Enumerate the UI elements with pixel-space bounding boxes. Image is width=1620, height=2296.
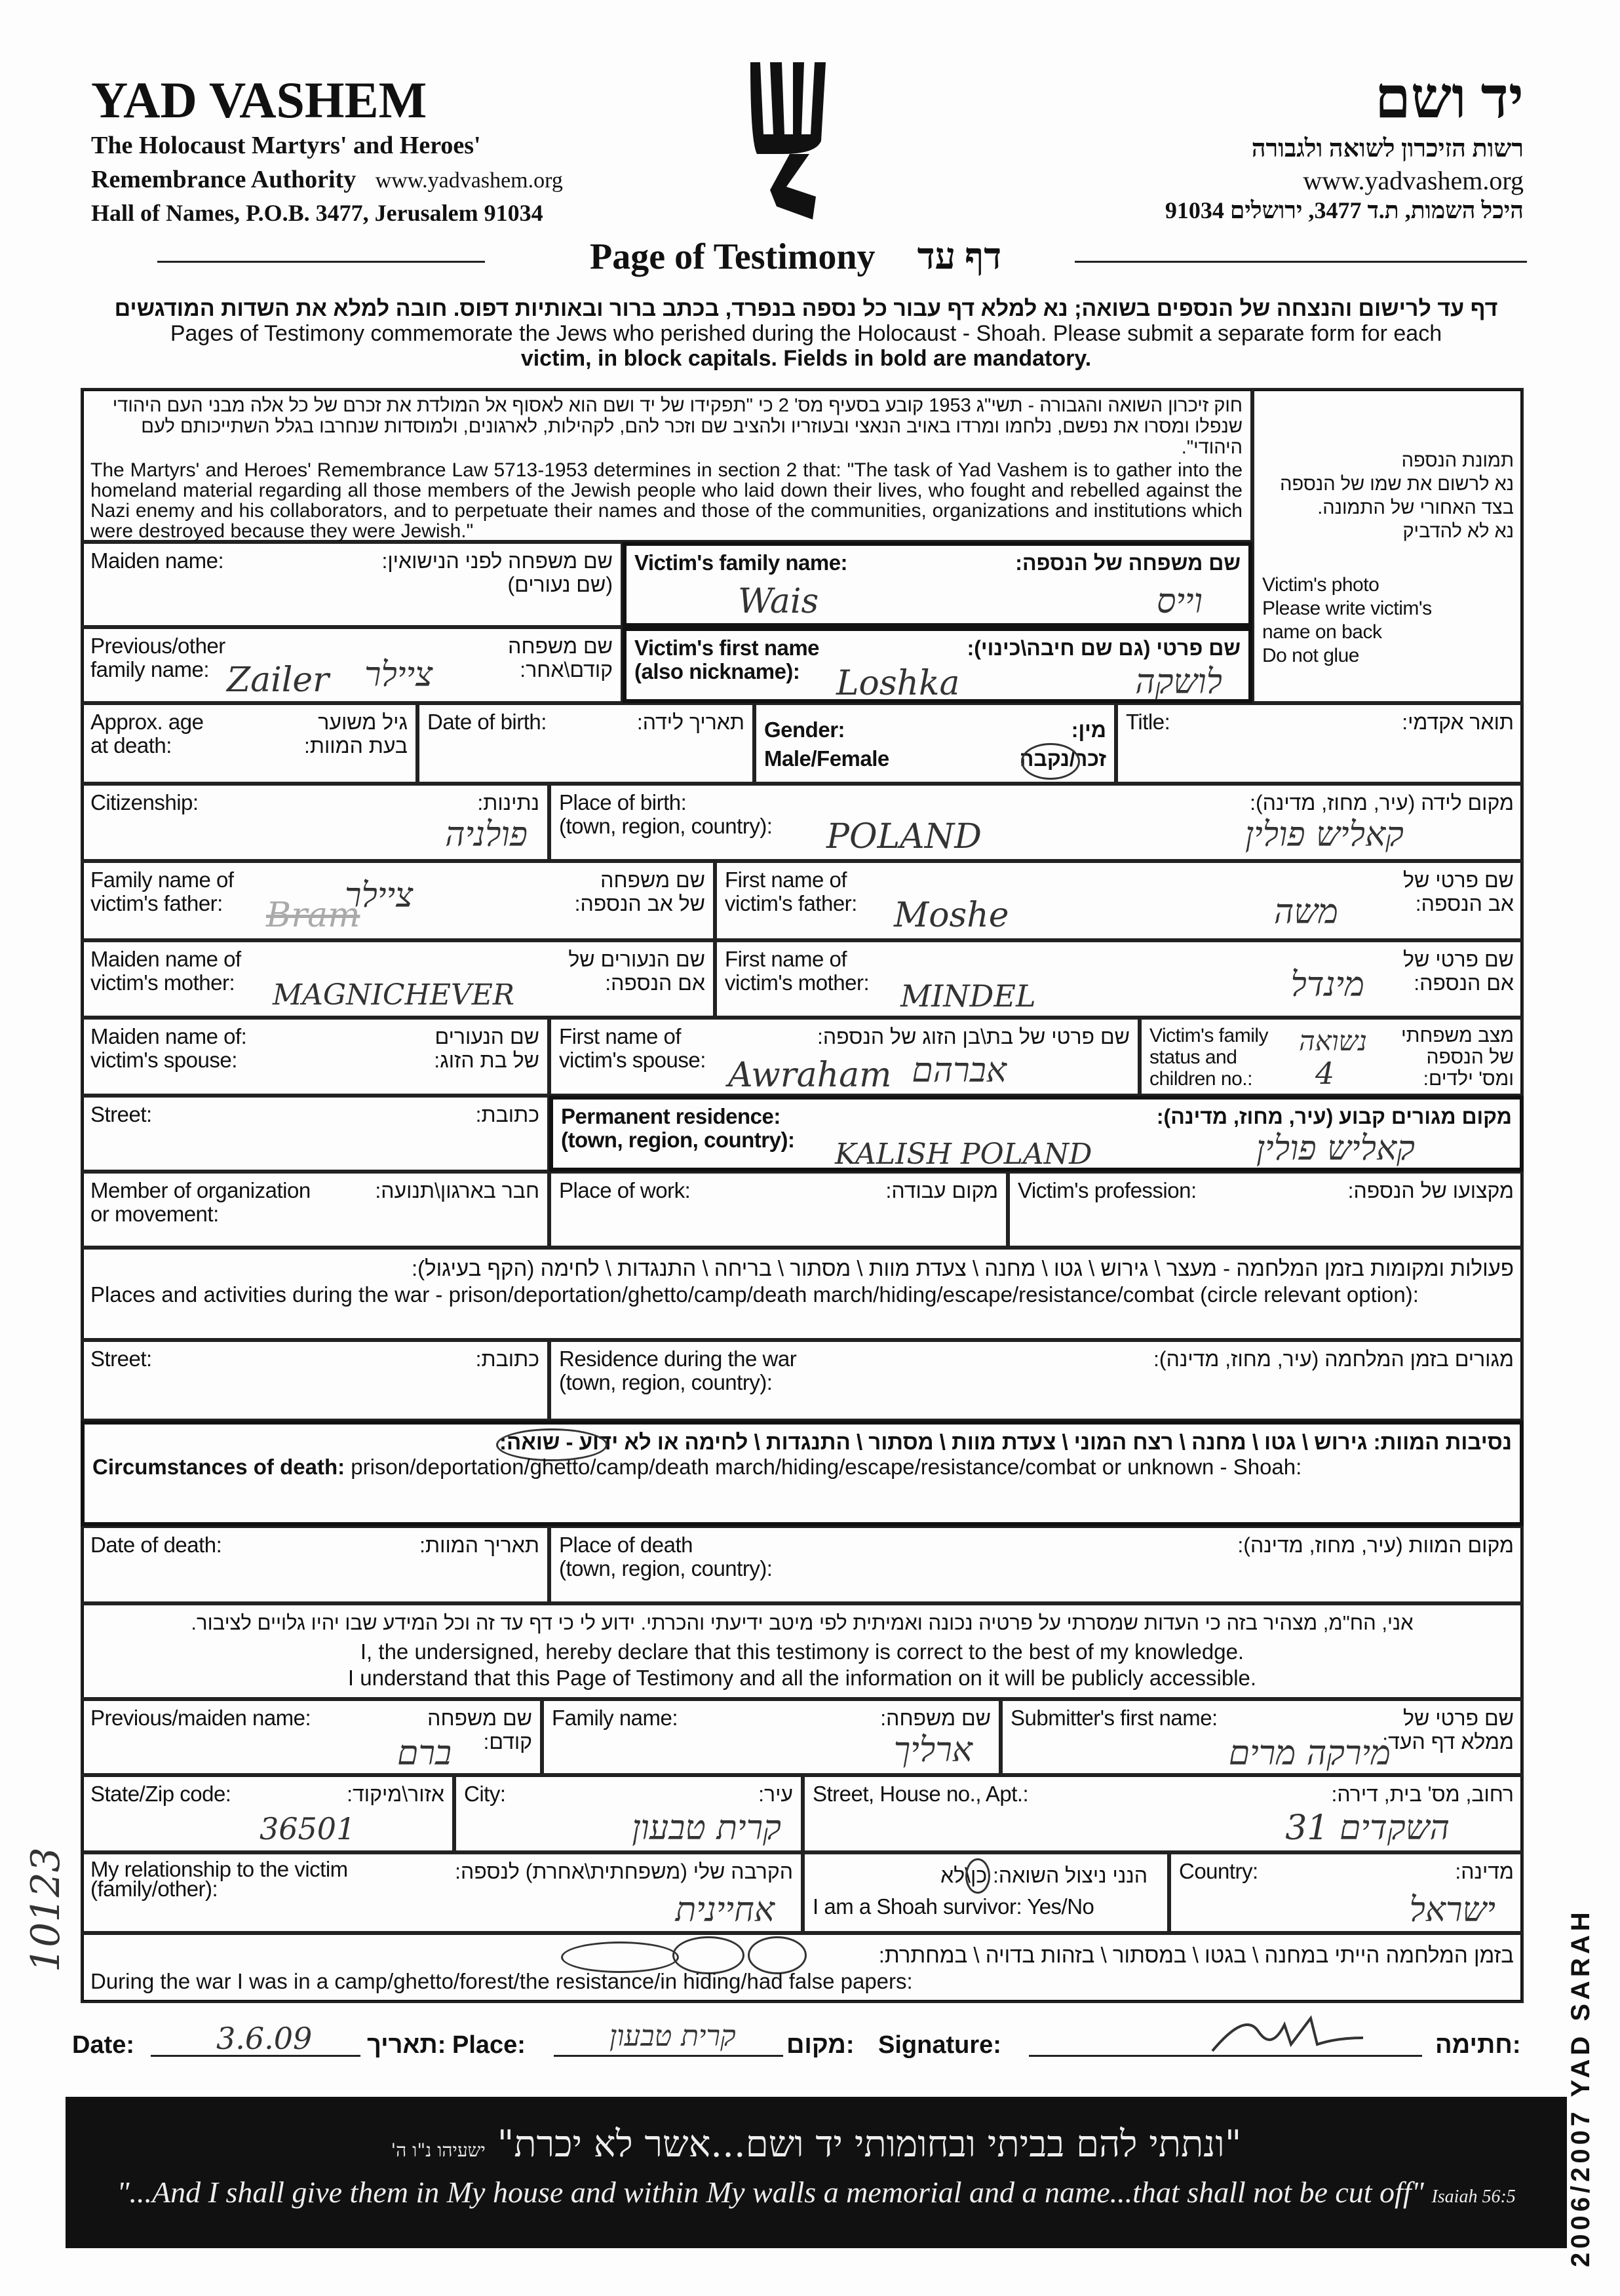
- spouse-maiden-name-label: Maiden name of: victim's spouse:: [90, 1024, 247, 1072]
- submitter-first-name-label-he: שם פרטי של ממלא דף העד:: [1382, 1706, 1514, 1753]
- false-papers-circle: [561, 1942, 679, 1973]
- handwritten-id-number: 10123: [23, 1847, 69, 1972]
- submitter-family-name-field[interactable]: [542, 1699, 1001, 1775]
- submitter-first-name-label: Submitter's first name:: [1011, 1706, 1218, 1730]
- country-label-he: מדינה:: [1455, 1860, 1514, 1883]
- page-title: [590, 236, 1001, 278]
- father-family-name-label-he: שם משפחה של אב הנספה:: [574, 868, 705, 915]
- father-family-name-crossed: Bram: [266, 896, 360, 935]
- law-en: The Martyrs' and Heroes' Remembrance Law 5713-1953 determines in section 2 that: "The task of Yad Vashem is to gather into the homeland material regarding all those members of the Jewish people who laid down their lives, who fought and rebelled against the Nazi enemy and his collaborators, and to perpetuate their names and those of the communities, organizations and institutions which were destroyed because they were Jewish.": [90, 459, 1243, 542]
- circumstances-options: prison/deportation/ghetto/camp/death march/hiding/escape/resistance/combat or unknown - Shoah:: [345, 1455, 1302, 1479]
- relationship-label-he: הקרבה שלי (משפחתית\אחרת) לנספה:: [455, 1860, 793, 1883]
- wartime-street-label-he: כתובת:: [475, 1347, 539, 1371]
- circumstances-of-death-field[interactable]: [81, 1421, 1524, 1526]
- org-url-he[interactable]: www.yadvashem.org: [1303, 166, 1524, 195]
- permanent-residence-label: Permanent residence: (town, region, country):: [561, 1104, 795, 1152]
- mother-maiden-name-label-he: שם הנעורים של אם הנספה:: [568, 947, 705, 995]
- place-of-birth-value: POLAND: [826, 817, 982, 856]
- gender-selected-circle: [1021, 743, 1080, 780]
- intro-en-1: Pages of Testimony commemorate the Jews who perished during the Holocaust - Shoah. Please submit a separate form for each: [170, 321, 1442, 346]
- circumstances-label-he: נסיבות המוות: גירוש \ גטו \ מחנה \ רצח המוני \ צעדת מוות \ מסתור \ התנגדות \ לחימה או לא ידוע - שואה:: [499, 1430, 1512, 1454]
- during-war-field[interactable]: [81, 1933, 1524, 2003]
- previous-family-name-value: Zailer: [227, 660, 330, 700]
- maiden-name-field[interactable]: [81, 542, 623, 627]
- victim-family-name-value-he: וייס: [1156, 582, 1203, 621]
- approx-age-label: Approx. age at death:: [90, 710, 204, 757]
- place-of-work-field[interactable]: [549, 1172, 1008, 1248]
- organization-field[interactable]: [81, 1172, 549, 1248]
- street-address-label: Street, House no., Apt.:: [813, 1782, 1029, 1806]
- zip-code-label: State/Zip code:: [90, 1782, 231, 1806]
- place-of-birth-field[interactable]: [549, 784, 1524, 861]
- wartime-residence-label: Residence during the war (town, region, country):: [559, 1347, 797, 1394]
- relationship-label: My relationship to the victim (family/other):: [90, 1857, 348, 1901]
- father-first-name-value-he: משה: [1273, 892, 1338, 932]
- title-label-he: תואר אקדמי:: [1402, 710, 1514, 734]
- place-label-he: מקום:: [786, 2031, 855, 2059]
- place-of-birth-label: Place of birth: (town, region, country):: [559, 790, 773, 838]
- father-first-name-value: Moshe: [894, 896, 1009, 935]
- mother-maiden-name-field[interactable]: [81, 940, 715, 1018]
- gender-label: Gender: Male/Female: [764, 718, 889, 771]
- father-first-name-label-he: שם פרטי של אב הנספה:: [1403, 868, 1514, 915]
- circumstances-label: [92, 1455, 1512, 1479]
- intro-en-2: victim, in block capitals. Fields in bold are mandatory.: [520, 346, 1092, 371]
- mother-first-name-value-he: מינדל: [1290, 965, 1364, 1004]
- survivor-label-he: הנני ניצול השואה: כן\לא: [940, 1864, 1148, 1887]
- zip-code-field[interactable]: [81, 1775, 454, 1852]
- mother-first-name-label-he: שם פרטי של אם הנספה:: [1403, 947, 1514, 995]
- side-label-yad-sarah: 2006/2007 YAD SARAH: [1566, 1908, 1595, 2267]
- yad-vashem-logo: [744, 56, 842, 226]
- organization-label-he: חבר בארגון\תנועה:: [375, 1179, 539, 1202]
- victim-first-name-value: Loshka: [836, 664, 960, 703]
- date-label: Date:: [72, 2031, 135, 2059]
- place-of-birth-label-he: מקום לידה (עיר, מחוז, מדינה):: [1250, 791, 1514, 814]
- family-status-label-he: מצב משפחתי של הנספה ומס' ילדים:: [1400, 1025, 1514, 1090]
- submitter-first-name-field[interactable]: [1001, 1699, 1524, 1775]
- place-of-work-label-he: מקום עבודה:: [885, 1179, 998, 1202]
- citizenship-label: Citizenship:: [90, 790, 199, 814]
- title-rule-right: [1075, 261, 1527, 263]
- victim-first-name-label: Victim's first name (also nickname):: [634, 636, 820, 683]
- org-address-he: היכל השמות, ת.ד 3477, ירושלים 91034: [1165, 197, 1524, 223]
- gender-label-he: מין: זכר/נקבה: [1019, 718, 1106, 771]
- zip-code-value: 36501: [260, 1811, 356, 1846]
- victim-first-name-value-he: לושקה: [1135, 662, 1222, 702]
- quote-en-ref: Isaiah 56:5: [1431, 2187, 1516, 2207]
- place-of-death-label-he: מקום המוות (עיר, מחוז, מדינה):: [1237, 1533, 1514, 1557]
- mother-first-name-label: First name of victim's mother:: [725, 947, 870, 995]
- profession-label: Victim's profession:: [1018, 1178, 1197, 1202]
- survivor-yes-circle: [965, 1858, 990, 1894]
- org-name-he: יד ושם: [1374, 67, 1524, 130]
- signature-label-he: חתימה:: [1435, 2031, 1521, 2059]
- survivor-field[interactable]: [803, 1852, 1169, 1933]
- profession-label-he: מקצועו של הנספה:: [1347, 1179, 1514, 1202]
- previous-family-name-label: Previous/other family name:: [90, 634, 225, 681]
- father-family-name-value-he: ציילר: [345, 876, 414, 915]
- submitter-previous-name-value: ברם: [397, 1734, 452, 1773]
- place-of-death-label: Place of death (town, region, country):: [559, 1533, 773, 1580]
- city-label-he: עיר:: [758, 1782, 793, 1806]
- page-title-he: דף עד: [917, 237, 1002, 277]
- previous-family-name-value-he: ציילר: [364, 655, 433, 695]
- declaration-en-1: I, the undersigned, hereby declare that this testimony is correct to the best of my knowledge.: [360, 1639, 1244, 1664]
- family-status-field[interactable]: [1140, 1018, 1524, 1096]
- father-first-name-field[interactable]: [715, 861, 1524, 940]
- date-of-death-label-he: תאריך המוות:: [419, 1533, 539, 1557]
- title-label: Title:: [1126, 710, 1170, 734]
- spouse-maiden-name-label-he: שם הנעורים של בת הזוג:: [434, 1025, 539, 1072]
- family-status-label: Victim's family status and children no.:: [1149, 1025, 1269, 1090]
- quote-he-ref: ישעיהו נ"ו ה': [391, 2139, 486, 2161]
- place-of-death-field[interactable]: [549, 1526, 1524, 1603]
- photo-box[interactable]: [1252, 388, 1524, 703]
- city-value: קרית טבעון: [632, 1808, 781, 1848]
- org-name-en: YAD VASHEM: [91, 71, 427, 128]
- citizenship-field[interactable]: [81, 784, 549, 861]
- mother-maiden-name-label: Maiden name of victim's mother:: [90, 947, 241, 995]
- date-value: 3.6.09: [216, 2021, 313, 2056]
- father-family-name-label: Family name of victim's father:: [90, 868, 234, 915]
- submitter-family-name-label: Family name:: [552, 1706, 678, 1730]
- organization-label: Member of organization or movement:: [90, 1178, 311, 1226]
- quote-en: "...And I shall give them in My house and within My walls a memorial and a name...that shall not be cut off": [117, 2175, 1424, 2209]
- citizenship-value: פולניה: [445, 815, 528, 854]
- mother-maiden-name-value: MAGNICHEVER: [273, 978, 515, 1012]
- victim-family-name-label: Victim's family name:: [634, 550, 848, 575]
- country-label: Country:: [1179, 1859, 1258, 1883]
- submitter-previous-name-label-he: שם משפחה קודם:: [427, 1706, 532, 1753]
- photo-instructions-en: Victim's photo Please write victim's name on back Do not glue: [1262, 574, 1432, 666]
- declaration-he: אני, הח"מ, מצהיר בזה כי העדות שמסרתי על פרטיה נכונה ואמיתית לפי מיטב ידיעתי והכרתי. ידוע לי כי דף עד זה וכל המידע שבו יהיו גלויים לציבור.: [191, 1611, 1414, 1634]
- date-of-death-field[interactable]: [81, 1526, 549, 1603]
- spouse-maiden-name-field[interactable]: [81, 1018, 549, 1096]
- country-value: ישראל: [1409, 1890, 1495, 1930]
- victim-first-name-field[interactable]: [623, 627, 1252, 703]
- permanent-residence-value: KALISH POLAND: [835, 1138, 1092, 1171]
- spouse-first-name-value: Awraham: [728, 1056, 892, 1095]
- submitter-previous-name-field[interactable]: [81, 1699, 542, 1775]
- submitter-family-name-label-he: שם משפחה:: [880, 1706, 991, 1730]
- previous-family-name-label-he: שם משפחה קודם\אחר:: [508, 634, 613, 681]
- father-first-name-label: First name of victim's father:: [725, 868, 857, 915]
- wartime-street-field[interactable]: [81, 1340, 549, 1421]
- wartime-places-label-he: פעולות ומקומות בזמן המלחמה - מעצר \ גירוש \ גטו \ מחנה \ צעדת מוות \ מסתור \ בריחה \ התנגדות \ לחימה (הקף בעיגול):: [411, 1256, 1514, 1280]
- street-field[interactable]: [81, 1096, 549, 1172]
- gender-field[interactable]: [754, 703, 1116, 784]
- wartime-residence-field[interactable]: [549, 1340, 1524, 1421]
- quote-banner: [66, 2097, 1567, 2248]
- street-label-he: כתובת:: [475, 1103, 539, 1126]
- quote-he: "ונתתי להם בביתי ובחומותי יד ושם...אשר לא יכרת": [497, 2123, 1242, 2166]
- victim-family-name-label-he: שם משפחה של הנספה:: [1015, 551, 1241, 575]
- date-of-birth-field[interactable]: [417, 703, 754, 784]
- country-field[interactable]: [1169, 1852, 1524, 1933]
- place-value: קרית טבעון: [609, 2019, 736, 2053]
- org-url[interactable]: www.yadvashem.org: [375, 168, 563, 193]
- wartime-street-label: Street:: [90, 1347, 152, 1371]
- survivor-label: I am a Shoah survivor: Yes/No: [813, 1894, 1094, 1919]
- victim-family-name-field[interactable]: [623, 542, 1252, 627]
- maiden-name-label: Maiden name:: [90, 548, 224, 573]
- relationship-field[interactable]: [81, 1852, 803, 1933]
- permanent-residence-field[interactable]: [549, 1096, 1524, 1172]
- submitter-first-name-value: מירקה מרים: [1228, 1734, 1391, 1773]
- org-subtitle-he: רשות הזיכרון לשואה ולגבורה: [1251, 135, 1524, 163]
- profession-field[interactable]: [1008, 1172, 1524, 1248]
- spouse-first-name-label-he: שם פרטי של בת\בן הזוג של הנספה:: [817, 1025, 1130, 1048]
- title-field[interactable]: [1116, 703, 1524, 784]
- date-label-he: תאריך:: [367, 2031, 446, 2059]
- law-he: חוק זיכרון השואה והגבורה - תשי"ג 1953 קובע בסעיף מס' 2 כי "תפקידו של יד ושם הוא לאסוף אל המולדת את זכרם של כל אלה מבני העם היהודי שנפלו ומסרו את נפשם, נלחמו ומרדו באויב הנאצי ובעוזריו ולהציב שם וזכר להם, לקהילות, לארגונים, ולמוסדות שנחרבו בגלל השתייכותם לעם היהודי".: [112, 395, 1243, 458]
- citizenship-label-he: נתינות:: [477, 791, 539, 814]
- org-subtitle-1: The Holocaust Martyrs' and Heroes': [91, 132, 481, 159]
- date-of-death-label: Date of death:: [90, 1533, 222, 1557]
- street-address-field[interactable]: [803, 1775, 1524, 1852]
- children-count-value: 4: [1315, 1056, 1335, 1091]
- place-input[interactable]: [554, 2055, 783, 2057]
- signature-label: Signature:: [878, 2031, 1001, 2059]
- wartime-places-field[interactable]: [81, 1248, 1524, 1340]
- spouse-first-name-label: First name of victim's spouse:: [559, 1024, 706, 1072]
- date-of-birth-label-he: תאריך לידה:: [636, 710, 744, 734]
- wartime-residence-label-he: מגורים בזמן המלחמה (עיר, מחוז, מדינה):: [1153, 1347, 1514, 1371]
- street-address-value: השקדים 31: [1285, 1808, 1450, 1848]
- org-subtitle-2: Remembrance Authority: [91, 166, 357, 193]
- zip-code-label-he: אזור\מיקוד:: [347, 1782, 444, 1806]
- date-of-birth-label: Date of birth:: [427, 710, 547, 734]
- place-label: Place:: [452, 2031, 526, 2059]
- approx-age-label-he: גיל משוער בעת המוות:: [303, 710, 408, 757]
- declaration-box: [81, 1603, 1524, 1699]
- page-title-en: Page of Testimony: [590, 237, 876, 277]
- photo-instructions-he: תמונת הנספה נא לרשום את שמו של הנספה בצד האחורי של התמונה. נא לא להדביק: [1280, 450, 1514, 542]
- org-subtitle-2-row: [91, 165, 563, 194]
- quote-en-row: [66, 2175, 1567, 2210]
- spouse-first-name-value-he: אברהם: [912, 1051, 1007, 1090]
- city-label: City:: [464, 1782, 506, 1806]
- relationship-value: אחיינית: [675, 1890, 775, 1930]
- family-status-value: נשואה: [1299, 1025, 1367, 1057]
- father-family-name-field[interactable]: [81, 861, 715, 940]
- victim-family-name-value: Wais: [738, 582, 819, 621]
- footer-signature-line: [72, 2019, 1527, 2064]
- submitter-previous-name-label: Previous/maiden name:: [90, 1706, 311, 1730]
- previous-family-name-field[interactable]: [81, 627, 623, 703]
- quote-he-row: [66, 2123, 1567, 2166]
- intro-he: דף עד לרישום והנצחה של הנספים בשואה; נא למלא דף עבור כל נספה בנפרד, בכתב ברור ובאותיות דפוס. חובה למלא את השדות המודגשים: [114, 296, 1498, 321]
- street-label: Street:: [90, 1102, 152, 1126]
- wartime-places-label: Places and activities during the war - prison/deportation/ghetto/camp/death march/hiding/escape/resistance/combat (circle relevant option):: [90, 1282, 1419, 1307]
- mother-first-name-value: MINDEL: [900, 978, 1036, 1014]
- spouse-first-name-field[interactable]: [549, 1018, 1140, 1096]
- permanent-residence-value-he: קאליש פולין: [1256, 1129, 1415, 1168]
- place-of-birth-value-he: קאליש פולין: [1244, 815, 1404, 854]
- maiden-name-label-he: שם משפחה לפני הנישואין: (שם נעורים): [381, 549, 613, 596]
- mother-first-name-field[interactable]: [715, 940, 1524, 1018]
- victim-first-name-label-he: שם פרטי (גם שם חיבה\כינוי):: [967, 636, 1241, 660]
- street-address-label-he: רחוב, מס' בית, דירה:: [1331, 1782, 1514, 1806]
- org-address-en: Hall of Names, P.O.B. 3477, Jerusalem 91034: [91, 200, 543, 226]
- place-of-work-label: Place of work:: [559, 1178, 691, 1202]
- submitter-family-name-value: ארליך: [893, 1731, 973, 1770]
- city-field[interactable]: [454, 1775, 803, 1852]
- circumstances-label-bold: Circumstances of death:: [92, 1455, 345, 1479]
- approx-age-field[interactable]: [81, 703, 417, 784]
- during-war-label-he: בזמן המלחמה הייתי במחנה \ בגטו \ במסתור \ בזהות בדויה \ במחתרת:: [878, 1943, 1514, 1967]
- signature-scribble: [1206, 2012, 1370, 2057]
- permanent-residence-label-he: מקום מגורים קבוע (עיר, מחוז, מדינה):: [1156, 1105, 1512, 1128]
- during-war-label: During the war I was in a camp/ghetto/forest/the resistance/in hiding/had false papers:: [90, 1969, 913, 1993]
- title-rule-left: [157, 261, 485, 263]
- declaration-en-2: I understand that this Page of Testimony and all the information on it will be publicly accessible.: [347, 1666, 1257, 1690]
- law-text-box: [81, 388, 1252, 542]
- intro-text: [85, 296, 1527, 371]
